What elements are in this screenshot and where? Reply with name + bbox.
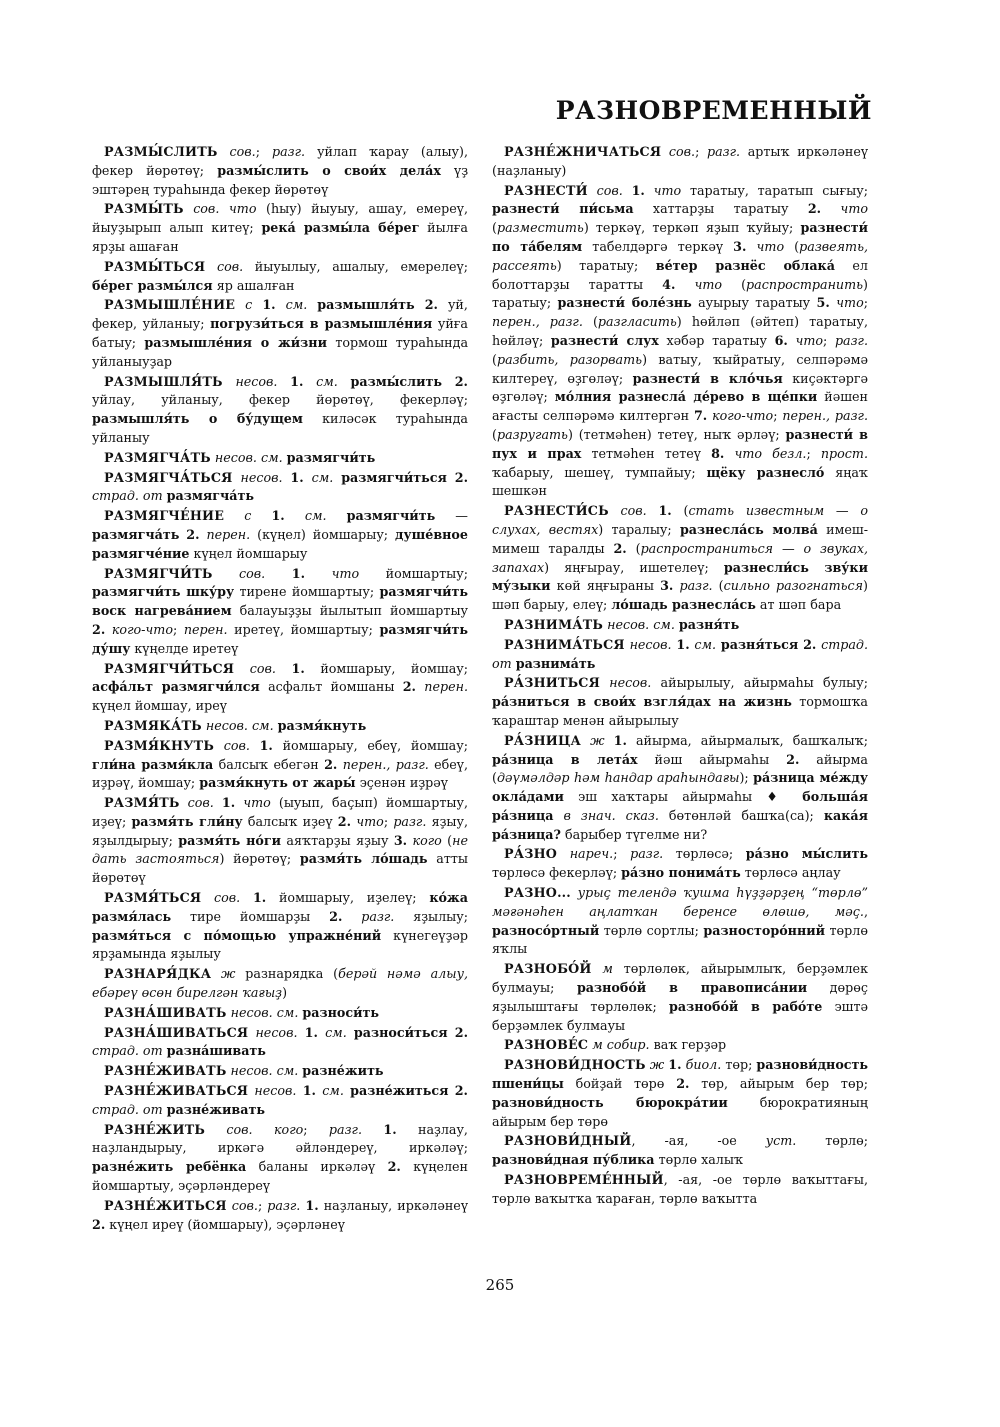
dictionary-entry: РАЗНЕСТИ́СЬ сов. 1. (стать известным — о слухах, вестях) таралыу; разнесла́сь молва́ имеш-мимеш таралды 2. (распространиться — о звуках, запахах) яңғырау, ишетелеү; разнесли́сь зву́ки му́зыки көй яңғыраны 3. разг. (сильно разогнаться) шәп барыу, елеү; ло́шадь разнесла́сь ат шәп бара bbox=[492, 503, 869, 613]
dictionary-entry: РАЗМЫ́ТЬСЯ сов. йыуылыу, ашалыу, емерелеү; бе́рег размы́лся яр ашалған bbox=[92, 258, 468, 293]
dictionary-entry: РАЗМЯ́КНУТЬ сов. 1. йомшарыу, ебеү, йомшау; гли́на размя́кла балсыҡ ебегән 2. перен., разг. ебеү, иҙрәү, йомшау; размя́кнуть от жары́ эҫенән иҙрәү bbox=[92, 737, 468, 791]
dictionary-entry: РАЗНО... урыҫ телендә ҡушма һүҙҙәрҙең “төрлө” мәғәнәһен аңлатҡан беренсе өлөшө, мәҫ., разносо́ртный төрлө сортлы; разносторо́нний төрлө яҡлы bbox=[492, 885, 868, 957]
dictionary-entry: РАЗМЯКА́ТЬ несов. см. размя́кнуть bbox=[104, 717, 367, 733]
dictionary-entry: РАЗМЯ́ТЬ сов. 1. что (ыуып, баҫып) йомшартыу, иҙеү; размя́ть гли́ну балсыҡ иҙеү 2. что; разг. яҙыу, яҙылдырыу; размя́ть но́ги аяҡтарҙы яҙыу 3. кого (не дать застояться) йөрөтөү; размя́ть ло́шадь атты йөрөтөү bbox=[92, 795, 469, 886]
dictionary-entry: РАЗМЯГЧА́ТЬСЯ несов. 1. см. размягчи́ться 2. страд. от размягча́ть bbox=[92, 469, 468, 504]
left-column bbox=[92, 143, 468, 1235]
dictionary-entry: РАЗМЯ́ТЬСЯ сов. 1. йомшарыу, иҙелеү; ко́жа размя́лась тире йомшарҙы 2. разг. яҙылыу; размя́ться с по́мощью упражне́ний күнегеүҙәр ярҙамында яҙылыу bbox=[92, 890, 469, 962]
dictionary-entry: РАЗНА́ШИВАТЬ несов. см. разноси́ть bbox=[104, 1004, 379, 1020]
dictionary-entry: РАЗНЕ́ЖИТЬСЯ сов.; разг. 1. наҙланыу, иркәләнеү 2. күңел иреү (йомшарыу), эҫәрләнеү bbox=[92, 1197, 468, 1232]
dictionary-entry: РАЗНИМА́ТЬ несов. см. разня́ть bbox=[504, 616, 740, 632]
dictionary-entry: РАЗНАРЯ́ДКА ж разнарядка (берәй нәмә алыу, ебәреү өсөн бирелгән ҡағыҙ) bbox=[92, 966, 468, 1001]
dictionary-entry: РАЗНА́ШИВАТЬСЯ несов. 1. см. разноси́ться 2. страд. от разна́шивать bbox=[92, 1024, 468, 1059]
dictionary-entry: РА́ЗНО нареч.; разг. төрлөсә; ра́зно мы́слить төрлөсә фекерләү; ра́зно понима́ть төрлөсә аңлау bbox=[492, 846, 868, 881]
dictionary-entry: РАЗНЕ́ЖИВАТЬСЯ несов. 1. см. разне́житься 2. страд. от разне́живать bbox=[92, 1083, 468, 1117]
dictionary-entry: РАЗНЕ́ЖНИЧАТЬСЯ сов.; разг. артыҡ иркәләнеү (наҙланыу) bbox=[492, 144, 868, 178]
dictionary-entry: РАЗНЕСТИ́ сов. 1. что таратыу, таратып сығыу; разнести́ пи́сьма хаттарҙы таратыу 2. что (разместить) теркәү, теркәп яҙып ҡуйыу; разнести́ по та́белям табелдәргә теркәү 3. что (развеять, рассеять) таратыу; ве́тер разнёс облака́ ел болоттарҙы таратты 4. что (распространить) таратыу; разнести́ боле́знь ауырыу таратыу 5. что; перен., разг. (разгласить) һөйләп (әйтеп) таратыу, һөйләү; разнести́ слух хәбәр таратыу 6. что; разг. (разбить, разорвать) ватыу, ҡыйратыу, селпәрәмә килтереү, өҙгөләү; разнести́ в кло́чья киҫәктәргә өҙгөләү; мо́лния разнесла́ де́рево в ще́пки йәшен ағасты селпәрәмә килтергән 7. кого-что; перен., разг. (разругать) (тетмәһен) тетеү, ныҡ әрләү; разнести́ в пух и прах тетмәһен тетеү 8. что безл.; прост. ҡабарыу, шешеү, тумпайыу; щёку разнесло́ яңаҡ шешкән bbox=[492, 182, 869, 499]
running-head: РАЗНОВРЕМЕННЫЙ bbox=[555, 96, 872, 125]
dictionary-entry: РА́ЗНИТЬСЯ несов. айырылыу, айырмаһы булыу; ра́зниться в свои́х взгля́дах на жизнь тормошҡа ҡараштар менән айырылыу bbox=[492, 675, 868, 728]
dictionary-entry: РАЗМЫШЛЕ́НИЕ с 1. см. размышля́ть 2. уй, фекер, уйланыу; погрузи́ться в размышле́ния уйға батыу; размышле́ния о жи́зни тормош тураһында уйланыуҙар bbox=[92, 297, 469, 369]
dictionary-entry: РАЗНОБО́Й м төрлөлөк, айырымлыҡ, берҙәмлек булмауы; разнобо́й в правописа́нии дөрөҫ яҙылыштағы төрлөлөк; разнобо́й в рабо́те эштә берҙәмлек булмауы bbox=[492, 961, 868, 1033]
dictionary-entry: РАЗНОВРЕМЕ́ННЫЙ, -ая, -ое төрлө ваҡыттағы, төрлө ваҡытҡа ҡараған, төрлө ваҡытта bbox=[492, 1172, 868, 1206]
dictionary-entry: РАЗМЫ́СЛИТЬ сов.; разг. уйлап ҡарау (алыу), фекер йөрөтөү; размы́слить о свои́х дела́х үҙ эштәрең тураһында фекер йөрөтөү bbox=[92, 144, 469, 197]
dictionary-entry: РАЗМЯГЧИ́ТЬСЯ сов. 1. йомшарыу, йомшау; асфа́льт размягчи́лся асфальт йомшаны 2. перен. күңел йомшау, иреү bbox=[92, 660, 468, 714]
dictionary-entry: РАЗМЯГЧЕ́НИЕ с 1. см. размягчи́ть — размягча́ть 2. перен. (күңел) йомшарыу; душе́вное размягче́ние күңел йомшарыу bbox=[92, 508, 468, 561]
dictionary-entry: РАЗНОВЕ́С м собир. ваҡ герҙәр bbox=[504, 1037, 727, 1053]
right-column bbox=[492, 143, 868, 1210]
dictionary-entry: РАЗМЫ́ТЬ сов. что (һыу) йыуыу, ашау, емереү, йыуҙырып алып китеү; река́ размы́ла бе́рег йылға ярҙы ашаған bbox=[92, 201, 468, 254]
dictionary-entry: РАЗНОВИ́ДНОСТЬ ж 1. биол. төр; разнови́дность пшени́цы бойҙай төрө 2. төр, айырым бер төр; разнови́дность бюрокра́тии бюрократияның айырым бер төрө bbox=[492, 1057, 868, 1129]
dictionary-entry: РАЗМЯГЧА́ТЬ несов. см. размягчи́ть bbox=[104, 449, 376, 465]
dictionary-entry: РАЗНИМА́ТЬСЯ несов. 1. см. разня́ться 2. страд. от разнима́ть bbox=[492, 636, 868, 671]
dictionary-entry: РАЗМЫШЛЯ́ТЬ несов. 1. см. размы́слить 2. уйлау, уйланыу, фекер йөрөтөү, фекерләү; размышля́ть о бу́дущем киләсәк тураһында уйланыу bbox=[92, 373, 468, 445]
dictionary-entry: РАЗНЕ́ЖИВАТЬ несов. см. разне́жить bbox=[104, 1063, 384, 1079]
dictionary-entry: РА́ЗНИЦА ж 1. айырма, айырмалыҡ, башҡалыҡ; ра́зница в лета́х йәш айырмаһы 2. айырма (дәүмәлдәр һәм һандар араһындағы); ра́зница ме́жду окла́дами эш хаҡтары айырмаһы ♦ больша́я ра́зница в знач. сказ. бөтөнләй башҡа(са); кака́я ра́зница? барыбер түгелме ни? bbox=[492, 732, 868, 842]
dictionary-entry: РАЗНЕ́ЖИТЬ сов. кого; разг. 1. наҙлау, наҙландырыу, иркәгә әйләндереү, иркәләү; разне́жить ребёнка баланы иркәләү 2. күңелен йомшартыу, эҫәрләндереү bbox=[92, 1121, 468, 1194]
page-number: 265 bbox=[485, 1276, 515, 1294]
dictionary-entry: РАЗМЯГЧИ́ТЬ сов. 1. что йомшартыу; размягчи́ть шку́ру тирене йомшартыу; размягчи́ть воск нагрева́нием балауыҙҙы йылытып йомшартыу 2. кого-что; перен. иретеү, йомшартыу; размягчи́ть ду́шу күңелде иретеү bbox=[92, 565, 469, 656]
dictionary-entry: РАЗНОВИ́ДНЫЙ, -ая, -ое уст. төрлө; разнови́дная пу́блика төрлө халыҡ bbox=[492, 1133, 868, 1168]
